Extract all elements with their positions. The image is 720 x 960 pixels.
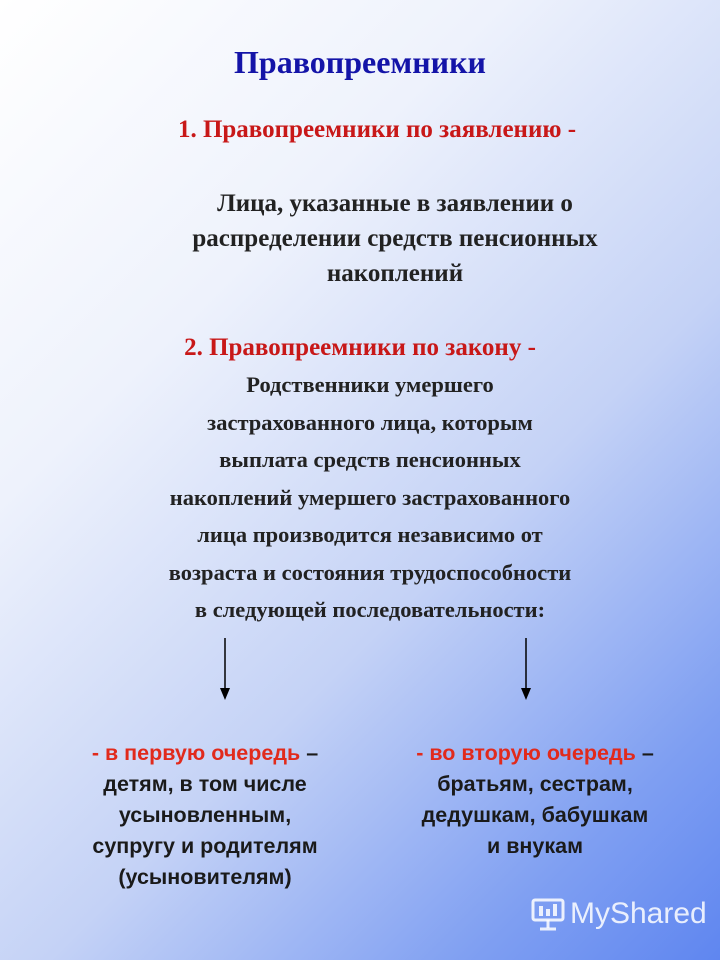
first-order-line: усыновленным,	[118, 803, 292, 827]
section2-line: выплата средств пенсионных	[219, 447, 521, 472]
section1-line: распределении средств пенсионных	[192, 225, 598, 252]
first-order-line: детям, в том числе	[103, 772, 307, 796]
second-order-heading: - во вторую очередь –	[416, 741, 654, 765]
first-order-line: супругу и родителям	[92, 834, 318, 858]
watermark-logo	[530, 893, 707, 935]
first-order-column	[50, 738, 360, 893]
section1-heading: 1. Правопреемники по заявлению -	[177, 116, 577, 143]
first-order-heading: - в первую очередь –	[91, 741, 319, 765]
section2-line: лица производится независимо от	[197, 522, 543, 547]
presentation-board-icon	[530, 897, 566, 931]
first-order-line: (усыновителям)	[118, 865, 292, 889]
section2-line: накоплений умершего застрахованного	[169, 484, 571, 510]
section2-line: возраста и состояния трудоспособности	[168, 559, 572, 585]
arrow-down-icon	[520, 638, 532, 700]
section1-line: накоплений	[326, 260, 464, 287]
section1-line: Лица, указанные в заявлении о	[217, 190, 573, 217]
first-order-highlight: в первую очередь	[104, 741, 301, 765]
arrow-down-icon	[219, 638, 231, 700]
second-order-column	[380, 738, 690, 862]
second-order-line: дедушкам, бабушкам	[421, 803, 649, 827]
section1-body	[110, 186, 680, 291]
section2-line: застрахованного лица, которым	[207, 409, 533, 435]
section2-line: Родственники умершего	[246, 372, 494, 397]
page-title: Правопреемники	[234, 44, 486, 80]
watermark-text: MyShared	[570, 897, 707, 930]
section2-line: в следующей последовательности:	[194, 597, 546, 622]
section2-body	[80, 366, 660, 629]
section2-heading: 2. Правопреемники по закону -	[184, 334, 536, 361]
second-order-highlight: во вторую очередь	[429, 741, 636, 765]
second-order-line: братьям, сестрам,	[437, 772, 633, 796]
second-order-line: и внукам	[487, 834, 583, 858]
